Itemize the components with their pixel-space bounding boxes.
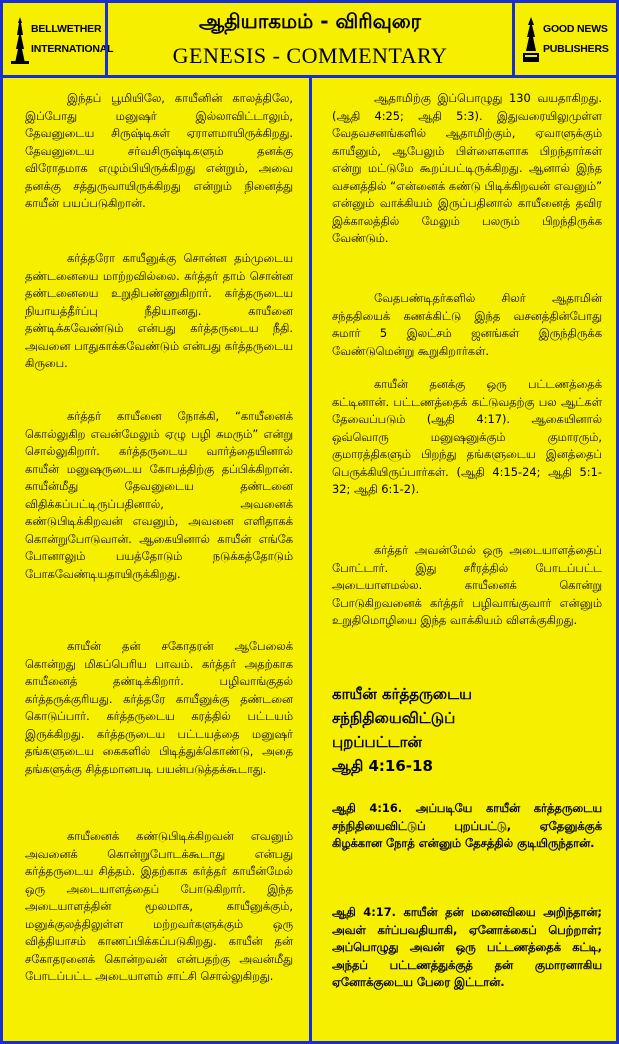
right-paragraph-2: வேதபண்டிதர்களில் சிலர் ஆதாமின் சந்ததியைக் கணக்கிட்டு இந்த வசனத்தின்போது சுமார் 5 இலட்சம் ஜனங்கள் இருந்திருக்க வேண்டுமென்று கூறுகிறார்கள்.: [332, 291, 602, 358]
title-english: GENESIS - COMMENTARY: [172, 43, 448, 68]
good-news-book-logo-icon: [521, 15, 541, 65]
bellwether-logo: [0, 0, 114, 78]
right-paragraph-1: ஆதாமிற்கு இப்பொழுது 130 வயதாகிறது. (ஆதி 4:25; ஆதி 5:3). இதுவரையிலுமுள்ள வேதவசனங்களில் ஆதாமிற்கும், ஏவாளுக்கும் காயீனும், ஆபேலும் பிள்ளைகளாக பிறந்தார்கள் என்று மட்டுமே கூறப்பட்டிருக்கிறது. ஆனால் இந்த வசனத்தில் “என்னைக் கண்டு பிடிக்கிறவன் எவனும்” என்னும் வாக்கியம் இருப்பதினால் காயீனைத் தவிர இக்காலத்தில் மேலும் பலரும் பிறந்திருக்க வேண்டும்.: [332, 91, 602, 245]
left-paragraph-2: கர்த்தரோ காயீனுக்கு சொன்ன தம்முடைய தண்டனையை மாற்றவில்லை. கர்த்தர் தாம் சொன்ன தண்டனையை உறுதிபண்ணுகிறார். கர்த்தருடைய நியாயத்தீர்ப்பு நீதியானது. காயீனை தண்டிக்கவேண்டும் என்பது கர்த்தருடைய நீதி. அவனை பாதுகாக்கவேண்டும் என்பது கர்த்தருடைய கிருபை.: [25, 251, 293, 370]
section-heading-line-2: சந்நிதியைவிட்டுப்: [332, 709, 456, 727]
verse-4-17: ஆதி 4:17. காயீன் தன் மனைவியை அறிந்தான்; அவள் கர்ப்பவதியாகி, ஏனோக்கைப் பெற்றாள்; அப்பொழுது அவன் ஒரு பட்டணத்தைக் கட்டி, அந்தப் பட்டணத்துக்குத் தன் குமாரனாகிய ஏனோக்குடைய பேரை இட்டான்.: [332, 905, 602, 989]
right-paragraph-4: கர்த்தர் அவன்மேல் ஒரு அடையாளத்தைப் போட்டார். இது சரீரத்தில் போடப்பட்ட அடையாளமல்ல. காயீனைக் கொன்று போடுகிறவனைக் கர்த்தர் பழிவாங்குவார் என்னும் உறுதிமொழியை இந்த வாக்கியம் விளக்குகிறது.: [332, 543, 602, 627]
section-heading-line-1: காயீன் கர்த்தருடைய: [332, 685, 472, 703]
left-paragraph-4: காயீன் தன் சகோதரன் ஆபேலைக் கொன்றது மிகப்பெரிய பாவம். கர்த்தர் அதற்காக காயீனைத் தண்டிக்கிறார். பழிவாங்குதல் கர்த்தருக்குரியது. கர்த்தரே காயீனுக்கு தண்டனை கொடுப்பார். கர்த்தருடைய கரத்தில் பட்டயம் இருக்கிறது. கர்த்தருடைய பட்டயத்தை மனுஷர் தங்களுடைய கைகளில் பிடித்துக்கொண்டு, அதை தங்களுக்கு சித்தமானபடி பயன்படுத்தக்கூடாது.: [25, 639, 293, 776]
section-heading: [332, 682, 602, 778]
title-tamil: ஆதியாகமம் - விரிவுரை: [198, 9, 422, 33]
bellwether-logo-line1: BELLWETHER: [31, 23, 102, 35]
good-news-logo-line2: PUBLISHERS: [543, 43, 609, 55]
left-column: [0, 75, 312, 1044]
left-paragraph-3: கர்த்தர் காயீனை நோக்கி, “காயீனைக் கொல்லுகிற எவன்மேலும் ஏழு பழி சுமரும்” என்று சொல்லுகிறார். கர்த்தருடைய வார்த்தையினால் காயீன் மனுஷருடைய கோபத்திற்கு தப்பிக்கிறான். காயீன்மீது தேவனுடைய தண்டனை விதிக்கப்பட்டிருப்பதினால், அவனைக் கண்டுபிடிக்கிறவன் எவனும், அவனை எளிதாகக் கொன்றுபோடுவான். ஆகையினால் காயீன் எங்கே போனாலும் பயத்தோடும் நடுக்கத்தோடும் போகவேண்டியதாயிருக்கிறது.: [25, 409, 293, 581]
bellwether-sheep-logo-icon: [9, 15, 31, 65]
page-header: [0, 0, 619, 78]
section-heading-line-4: ஆதி 4:16-18: [332, 757, 433, 775]
good-news-logo: [512, 0, 619, 78]
title-box: [105, 0, 515, 78]
verse-4-16: ஆதி 4:16. அப்படியே காயீன் கர்த்தருடைய சந்நிதியைவிட்டுப் புறப்பட்டு, ஏதேனுக்குக் கிழக்கான நோத் என்னும் தேசத்தில் குடியிருந்தான்.: [332, 801, 602, 850]
left-paragraph-1: இந்தப் பூமியிலே, காயீனின் காலத்திலே, இப்போது மனுஷர் இல்லாவிட்டாலும், தேவனுடைய சிருஷ்டிகள் ஏராளமாயிருக்கிறது. தேவனுடைய சர்வசிருஷ்டிகளும் தனக்கு விரோதமாக எழும்பியிருக்கிறது என்றும், அவை தனக்கு சத்துருவாயிருக்கிறது என்றும் நினைத்து காயீன் பயப்படுகிறான்.: [25, 91, 293, 210]
bellwether-logo-line2: INTERNATIONAL: [31, 43, 114, 55]
section-heading-line-3: புறப்பட்டான்: [332, 733, 422, 751]
left-paragraph-5: காயீனைக் கண்டுபிடிக்கிறவன் எவனும் அவனைக் கொன்றுபோடக்கூடாது என்பது கர்த்தருடைய சித்தம். இதற்காக கர்த்தர் காயீன்மேல் ஒரு அடையாளத்தைப் போடுகிறார். இந்த அடையாளத்தின் மூலமாக, காயீனுக்கும், மனுக்குலத்திலுள்ள மற்றவர்களுக்கும் ஒரு வித்தியாசம் காணப்பிக்கப்படுகிறது. காயீன் தன் சகோதரனைக் கொன்றவன் என்பதற்கு அவன்மீது போடப்பட்ட அடையாளம் சாட்சி சொல்லுகிறது.: [25, 829, 293, 983]
right-column: [309, 75, 619, 1044]
right-paragraph-3: காயீன் தனக்கு ஒரு பட்டணத்தைக் கட்டினான். பட்டணத்தைக் கட்டுவதற்கு பல ஆட்கள் தேவைப்படும் (ஆதி 4:17). ஆகையினால் ஒவ்வொரு மனுஷனுக்கும் குமாரரும், குமாரத்திகளும் பிறந்து தங்களுடைய இனத்தைப் பெருக்கியிருப்பார்கள். (ஆதி 4:15-24; ஆதி 5:1-32; ஆதி 6:1-2).: [332, 377, 602, 496]
good-news-logo-line1: GOOD NEWS: [543, 23, 608, 35]
